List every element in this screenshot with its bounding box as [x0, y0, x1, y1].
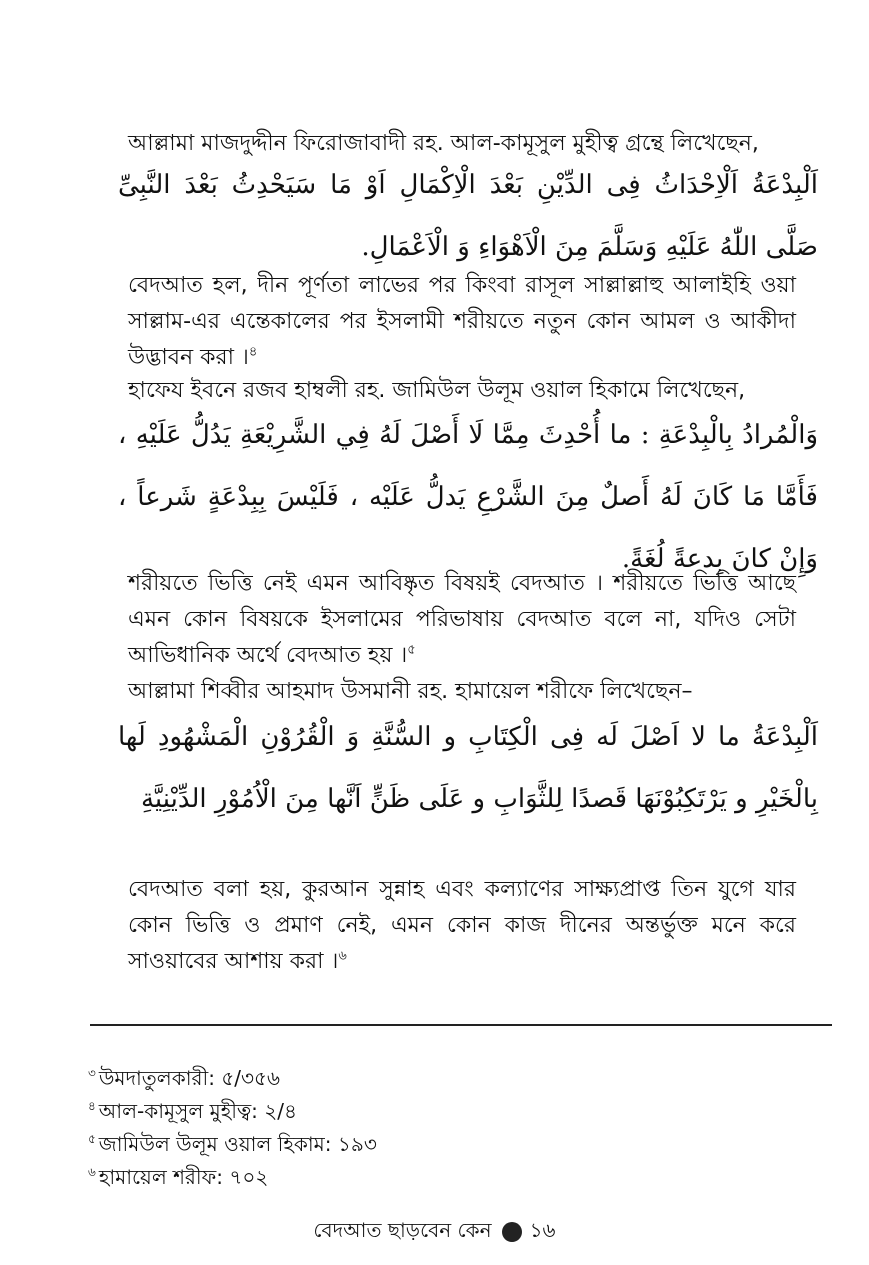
footnote-text: আল-কামূসুল মুহীত্ব: ২/৪ [98, 1099, 297, 1123]
page-number: ১৬ [529, 1217, 556, 1242]
paragraph-text: বেদআত হল, দীন পূর্ণতা লাভের পর কিংবা রাসূল সাল্লাল্লাহু আলাইহি ওয়া সাল্লাম-এর এন্তেকালের পর ইসলামী শরীয়তে নতুন কোন আমল ও আকীদা উদ্ভাবন করা । [128, 273, 796, 370]
arabic-text: وَالْمُرادُ بِالْبِدْعَةِ : ما أُحْدِثَ مِمَّا لَا أَصْلَ لَهُ فِي الشَّرِيْعَةِ يَدُلُّ عَلَيْهِ ، فَأَمَّا مَا كَانَ لَهُ أَصلٌ مِنَ الشَّرْعِ يَدلُّ عَلَيْه ، فَلَيْسَ بِبِدْعَةٍ شَرعاً ، وَإِنْ كانَ بِدعةً لُغَةً. [118, 420, 818, 574]
paragraph-text: শরীয়তে ভিত্তি নেই এমন আবিষ্কৃত বিষয়ই বেদআত । শরীয়তে ভিত্তি আছে এমন কোন বিষয়কে ইসলামের পরিভাষায় বেদআত বলে না, যদিও সেটা আভিধানিক অর্থে বেদআত হয় । [128, 571, 796, 668]
paragraph-text: আল্লামা শিব্বীর আহমাদ উসমানী রহ. হামায়েল শরীফে লিখেছেন– [128, 679, 693, 704]
paragraph-text: হাফেয ইবনে রজব হাম্বলী রহ. জামিউল উলূম ওয়াল হিকামে লিখেছেন, [128, 378, 746, 403]
paragraph-text: বেদআত বলা হয়, কুরআন সুন্নাহ এবং কল্যাণের সাক্ষ্যপ্রাপ্ত তিন যুগে যার কোন ভিত্তি ও প্রমাণ নেই, এমন কোন কাজ দীনের অন্তর্ভুক্ত মনে করে সাওয়াবের আশায় করা । [128, 877, 796, 974]
page-footer [0, 1212, 869, 1252]
footnote-ref: ৫ [407, 642, 416, 658]
footnote-divider [90, 1024, 832, 1026]
footnote-number: ৬ [88, 1165, 96, 1180]
paragraph-intro-usmani [128, 674, 796, 710]
paragraph-text: আল্লামা মাজদুদ্দীন ফিরোজাবাদী রহ. আল-কামূসুল মুহীত্ব গ্রন্থে লিখেছেন, [128, 131, 759, 156]
footnote-text: উমদাতুলকারী: ৫/৩৫৬ [98, 1066, 281, 1090]
arabic-quote-qamus [118, 154, 818, 278]
footnote-number: ৪ [88, 1099, 96, 1114]
footnote-item [88, 1062, 608, 1095]
paragraph-definition-1 [128, 268, 796, 376]
footnote-text: জামিউল উলূম ওয়াল হিকাম: ১৯৩ [98, 1132, 377, 1156]
footnote-number: ৫ [88, 1132, 96, 1147]
book-title: বেদআত ছাড়বেন কেন [313, 1217, 492, 1242]
arabic-text: اَلْبِدْعَةُ ما لا اَصْلَ لَه فِى الْكِتَابِ و السُّنَّةِ وَ الْقُرُوْنِ الْمَشْهُودِ لَها بِالْخَيْرِ و يَرْتَكِبُوْنَهَا قَصدًا لِلثَّوَابِ و عَلَى ظَنٍّ اَنَّها مِنَ الْاُمُوْرِ الدِّيْنِيَّةِ [118, 722, 818, 814]
bullet-icon [502, 1222, 522, 1242]
footnote-ref: ৪ [248, 344, 258, 360]
arabic-text: اَلْبِدْعَةُ اَلْاِحْدَاثُ فِى الدِّيْنِ بَعْدَ الْاِكْمَالِ اَوْ مَا سَيَحْدِثُ بَعْدَ النَّبِىِّ صَلَّى اللّٰهُ عَلَيْهِ وَسَلَّمَ مِنَ الْاَهْوَاءِ وَ الْاَعْمَالِ. [118, 170, 818, 262]
arabic-quote-ibn-rajab [118, 404, 818, 590]
footnote-item [88, 1095, 608, 1128]
paragraph-definition-2 [128, 566, 796, 674]
footnote-text: হামায়েল শরীফ: ৭০২ [98, 1165, 269, 1189]
footnote-ref: ৬ [338, 948, 347, 964]
footnotes [88, 1062, 608, 1194]
arabic-quote-usmani [118, 706, 818, 830]
footnote-item [88, 1161, 608, 1194]
footnote-number: ৩ [88, 1066, 96, 1081]
paragraph-definition-3 [128, 872, 796, 980]
footnote-item [88, 1128, 608, 1161]
